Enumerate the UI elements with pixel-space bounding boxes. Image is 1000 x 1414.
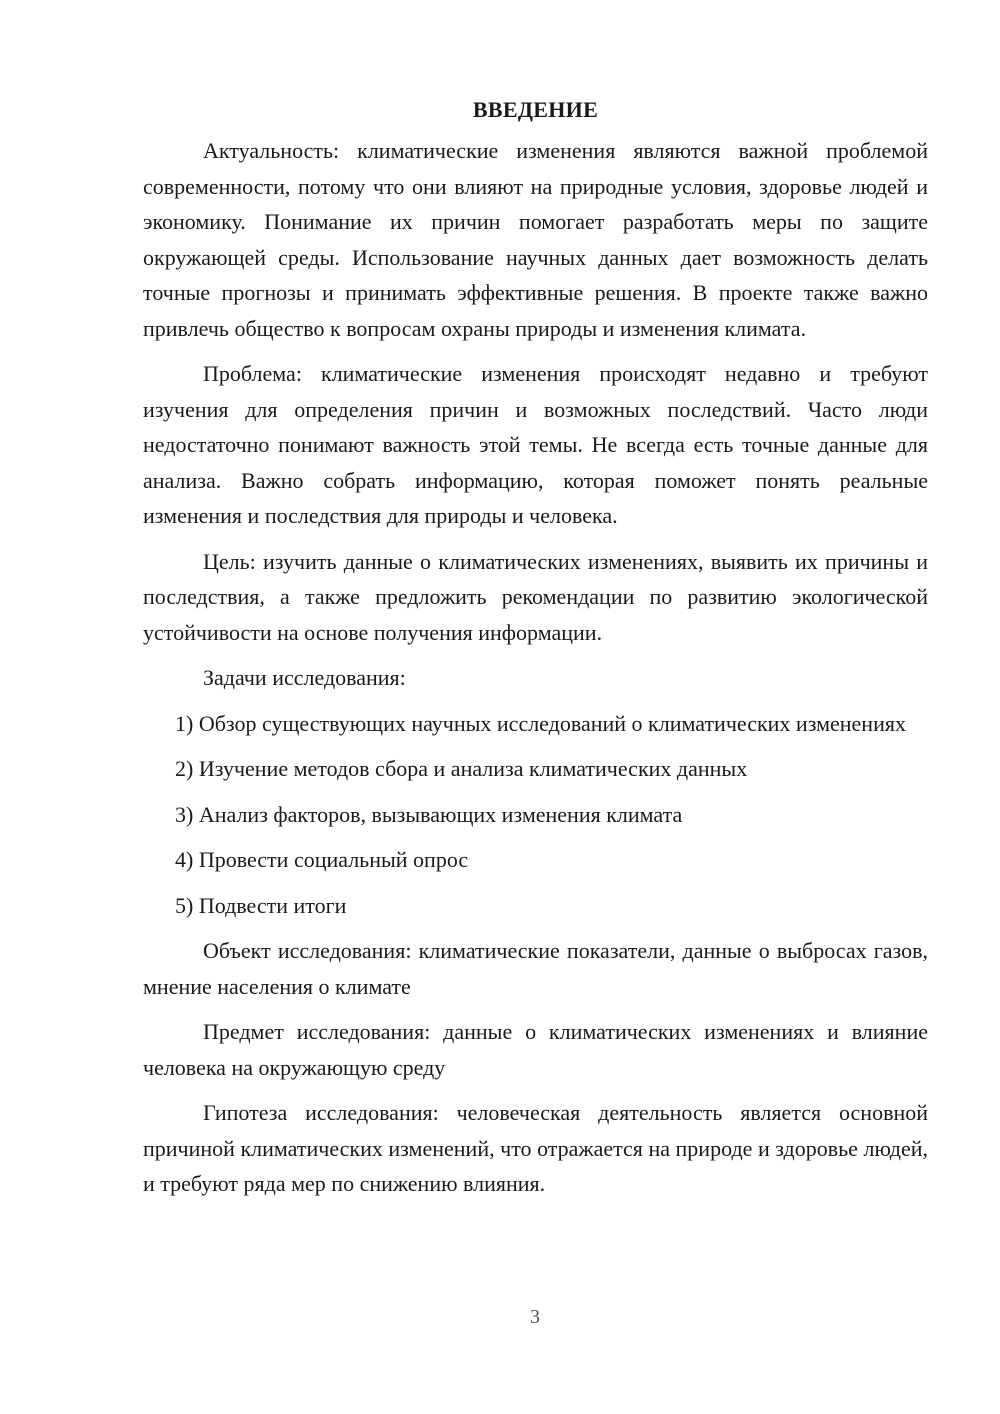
hypothesis-paragraph: Гипотеза исследования: человеческая деятельность является основной причиной климатических изменений, что отражается на природе и здоровье людей, и требуют ряда мер по снижению влияния. bbox=[143, 1100, 928, 1196]
task-item-4: 4) Провести социальный опрос bbox=[175, 847, 469, 872]
relevance-paragraph: Актуальность: климатические изменения являются важной проблемой современности, потому что они влияют на природные условия, здоровье людей и экономику. Понимание их причин помогает разработать меры по защите окружающей среды. Использование научных данных дает возможность делать точные прогнозы и принимать эффективные решения. В проекте также важно привлечь общество к вопросам охраны природы и изменения климата. bbox=[143, 138, 928, 341]
tasks-label: Задачи исследования: bbox=[203, 665, 406, 690]
page-title: ВВЕДЕНИЕ bbox=[472, 97, 599, 122]
page-number: 3 bbox=[530, 1306, 540, 1328]
task-item-3: 3) Анализ факторов, вызывающих изменения климата bbox=[175, 801, 683, 827]
document-body bbox=[143, 92, 928, 1212]
task-item-1: 1) Обзор существующих научных исследований о климатических изменениях bbox=[175, 710, 906, 736]
subject-paragraph: Предмет исследования: данные о климатических изменениях и влияние человека на окружающую среду bbox=[143, 1019, 928, 1080]
task-item-5: 5) Подвести итоги bbox=[175, 892, 347, 918]
task-item-2: 2) Изучение методов сбора и анализа климатических данных bbox=[175, 756, 748, 781]
object-paragraph: Объект исследования: климатические показатели, данные о выбросах газов, мнение населения о климате bbox=[143, 938, 928, 999]
problem-paragraph: Проблема: климатические изменения происходят недавно и требуют изучения для определения причин и возможных последствий. Часто люди недостаточно понимают важность этой темы. Не всегда есть точные данные для анализа. Важно собрать информацию, которая поможет понять реальные изменения и последствия для природы и человека. bbox=[143, 361, 928, 528]
goal-paragraph: Цель: изучить данные о климатических изменениях, выявить их причины и последствия, а также предложить рекомендации по развитию экологической устойчивости на основе получения информации. bbox=[143, 548, 928, 645]
